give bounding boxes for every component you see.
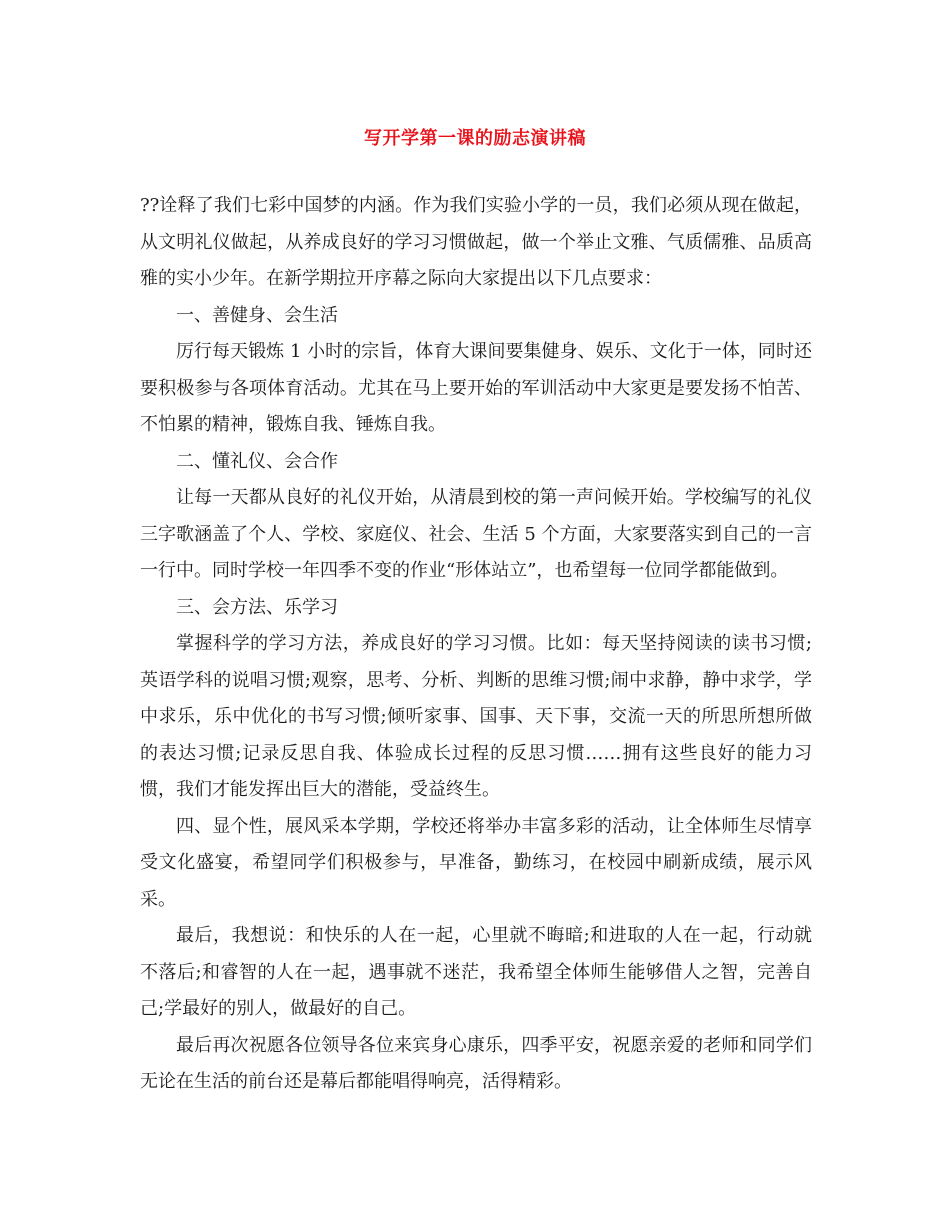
paragraph-wishes: 最后再次祝愿各位领导各位来宾身心康乐，四季平安，祝愿亲爱的老师和同学们无论在生活的前台还是幕后都能唱得响亮，活得精彩。 (140, 1034, 812, 1092)
section-heading-2: 二、懂礼仪、会合作 (176, 450, 338, 472)
paragraph-closing: 最后，我想说：和快乐的人在一起，心里就不晦暗;和进取的人在一起，行动就不落后;和睿智的人在一起，遇事就不迷茫，我希望全体师生能够借人之智，完善自己;学最好的别人，做最好的自己。 (140, 925, 812, 1019)
paragraph-section-2: 让每一天都从良好的礼仪开始，从清晨到校的第一声问候开始。学校编写的礼仪三字歌涵盖了个人、学校、家庭仪、社会、生活 5 个方面，大家要落实到自己的一言一行中。同时学校一年四季不变的作业“形体站立”，也希望每一位同学都能做到。 (140, 487, 812, 581)
paragraph-intro: ??诠释了我们七彩中国梦的内涵。作为我们实验小学的一员，我们必须从现在做起，从文明礼仪做起，从养成良好的学习习惯做起，做一个举止文雅、气质儒雅、品质高雅的实小少年。在新学期拉开序幕之际向大家提出以下几点要求： (140, 195, 812, 289)
paragraph-section-4: 四、显个性，展风采本学期，学校还将举办丰富多彩的活动，让全体师生尽情享受文化盛宴，希望同学们积极参与，早准备，勤练习，在校园中刷新成绩，展示风采。 (140, 815, 812, 910)
paragraph-section-3: 掌握科学的学习方法，养成良好的学习习惯。比如：每天坚持阅读的读书习惯;英语学科的说唱习惯;观察，思考、分析、判断的思维习惯;闹中求静，静中求学，学中求乐，乐中优化的书写习惯;倾听家事、国事、天下事，交流一天的所思所想所做的表达习惯;记录反思自我、体验成长过程的反思习惯……拥有这些良好的能力习惯，我们才能发挥出巨大的潜能，受益终生。 (140, 633, 812, 800)
document-title: 写开学第一课的励志演讲稿 (364, 128, 586, 149)
section-heading-1: 一、善健身、会生活 (176, 304, 338, 326)
paragraph-section-1: 厉行每天锻炼 1 小时的宗旨，体育大课间要集健身、娱乐、文化于一体，同时还要积极参与各项体育活动。尤其在马上要开始的军训活动中大家更是要发扬不怕苦、不怕累的精神，锻炼自我、锤炼自我。 (140, 341, 812, 435)
document-body (140, 188, 812, 1101)
section-heading-3: 三、会方法、乐学习 (176, 596, 338, 618)
